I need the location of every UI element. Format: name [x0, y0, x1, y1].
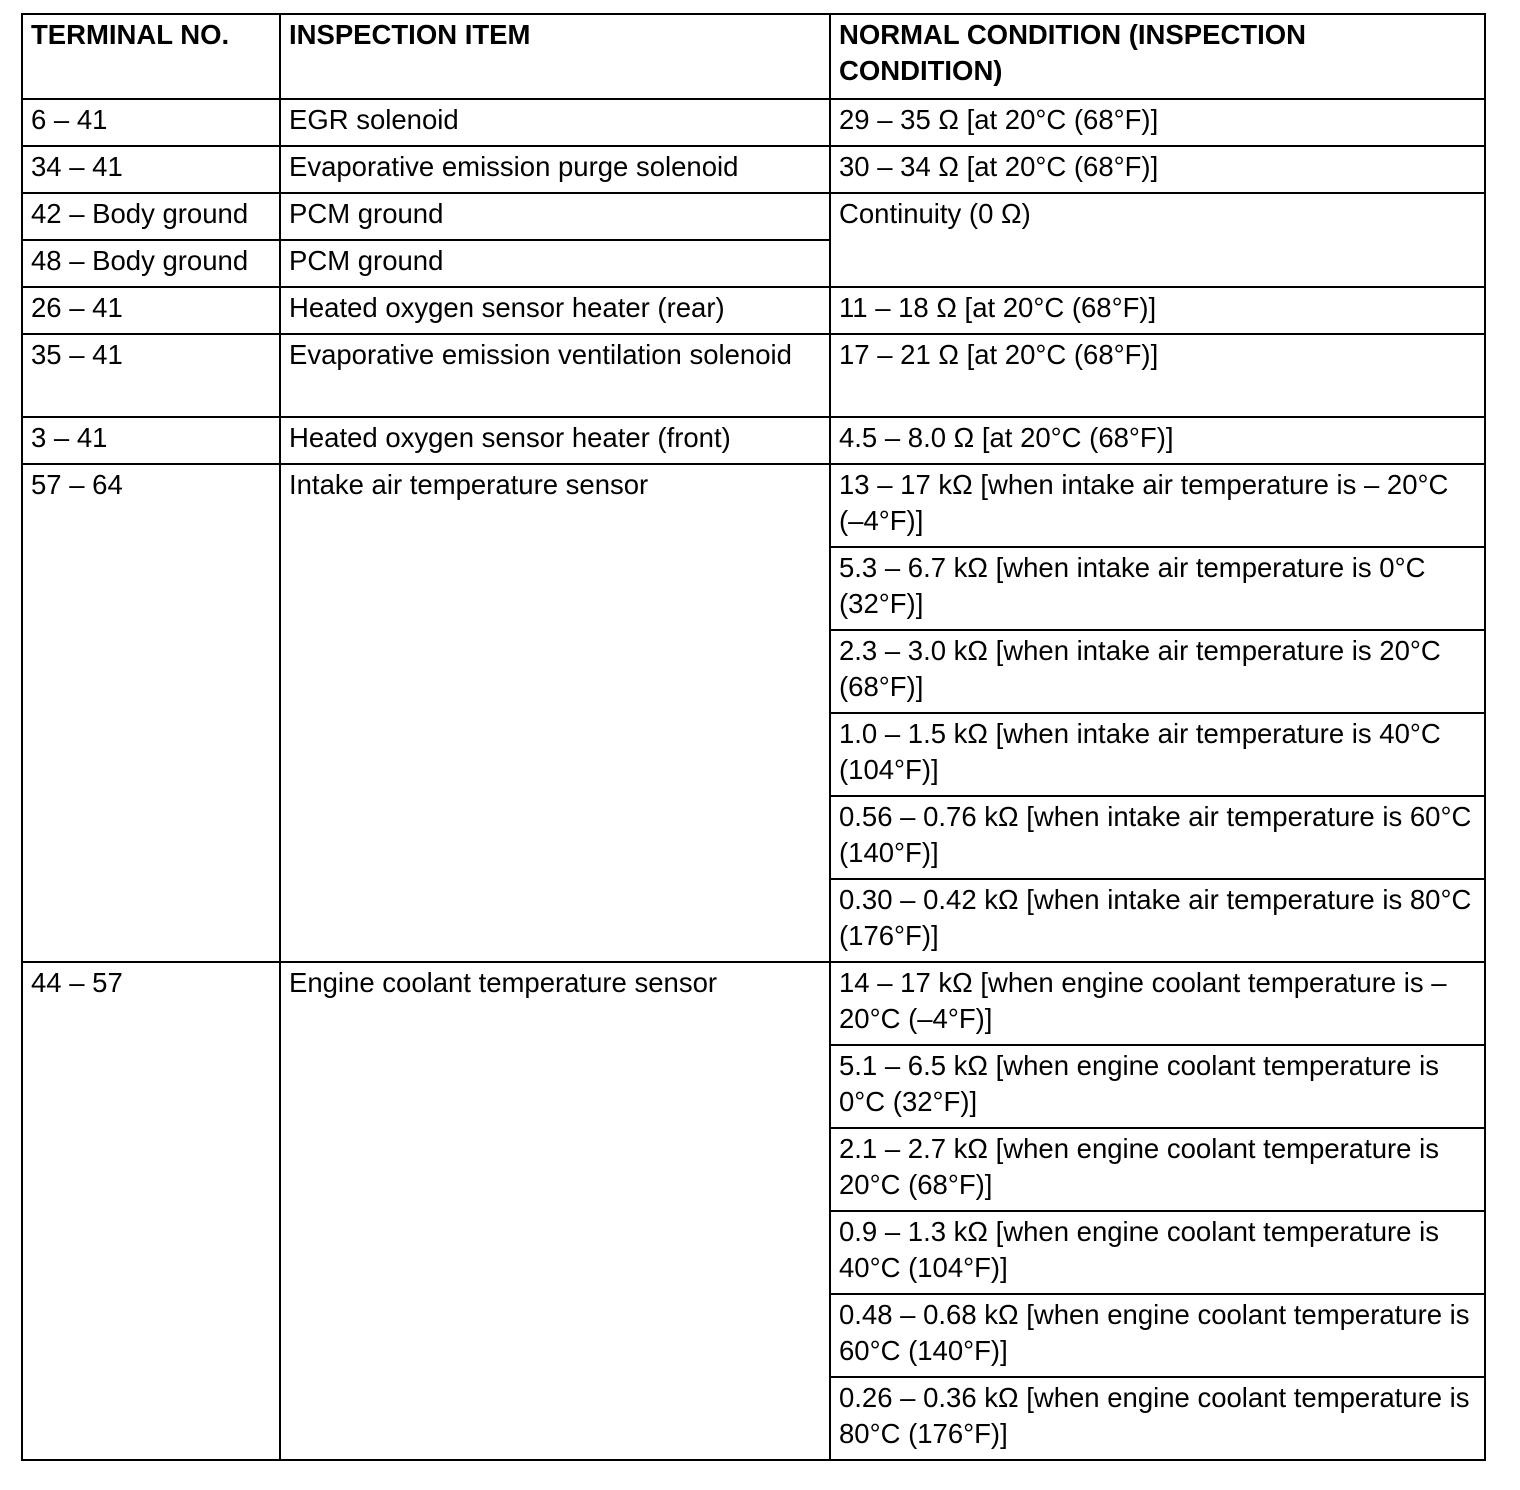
condition-cell: 17 – 21 Ω [at 20°C (68°F)] — [830, 334, 1485, 417]
header-normal-condition: NORMAL CONDITION (INSPECTION CONDITION) — [830, 14, 1485, 99]
table-row — [22, 334, 1485, 417]
table-row — [22, 99, 1485, 146]
item-cell: Heated oxygen sensor heater (rear) — [280, 287, 830, 334]
item-cell: EGR solenoid — [280, 99, 830, 146]
header-inspection-item: INSPECTION ITEM — [280, 14, 830, 99]
terminal-cell: 35 – 41 — [22, 334, 280, 417]
condition-cell: 5.1 – 6.5 kΩ [when engine coolant temperature is 0°C (32°F)] — [830, 1045, 1485, 1128]
condition-cell: 30 – 34 Ω [at 20°C (68°F)] — [830, 146, 1485, 193]
table-row — [22, 464, 1485, 547]
terminal-cell: 3 – 41 — [22, 417, 280, 464]
condition-cell: Continuity (0 Ω) — [830, 193, 1485, 287]
condition-cell: 0.48 – 0.68 kΩ [when engine coolant temperature is 60°C (140°F)] — [830, 1294, 1485, 1377]
table-row — [22, 962, 1485, 1045]
terminal-cell: 57 – 64 — [22, 464, 280, 962]
item-cell: Evaporative emission ventilation solenoid — [280, 334, 830, 417]
item-cell: Heated oxygen sensor heater (front) — [280, 417, 830, 464]
table-row — [22, 146, 1485, 193]
item-cell: Intake air temperature sensor — [280, 464, 830, 962]
table-row — [22, 417, 1485, 464]
header-terminal: TERMINAL NO. — [22, 14, 280, 99]
condition-cell: 2.3 – 3.0 kΩ [when intake air temperature is 20°C (68°F)] — [830, 630, 1485, 713]
item-cell: PCM ground — [280, 193, 830, 240]
condition-cell: 29 – 35 Ω [at 20°C (68°F)] — [830, 99, 1485, 146]
condition-cell: 4.5 – 8.0 Ω [at 20°C (68°F)] — [830, 417, 1485, 464]
item-cell: Engine coolant temperature sensor — [280, 962, 830, 1460]
condition-cell: 5.3 – 6.7 kΩ [when intake air temperature is 0°C (32°F)] — [830, 547, 1485, 630]
condition-cell: 0.26 – 0.36 kΩ [when engine coolant temperature is 80°C (176°F)] — [830, 1377, 1485, 1460]
table-row — [22, 193, 1485, 240]
condition-cell: 0.9 – 1.3 kΩ [when engine coolant temperature is 40°C (104°F)] — [830, 1211, 1485, 1294]
condition-cell: 0.30 – 0.42 kΩ [when intake air temperature is 80°C (176°F)] — [830, 879, 1485, 962]
condition-cell: 14 – 17 kΩ [when engine coolant temperature is –20°C (–4°F)] — [830, 962, 1485, 1045]
terminal-cell: 48 – Body ground — [22, 240, 280, 287]
terminal-cell: 44 – 57 — [22, 962, 280, 1460]
table-row — [22, 287, 1485, 334]
condition-cell: 11 – 18 Ω [at 20°C (68°F)] — [830, 287, 1485, 334]
terminal-cell: 26 – 41 — [22, 287, 280, 334]
terminal-cell: 42 – Body ground — [22, 193, 280, 240]
item-cell: PCM ground — [280, 240, 830, 287]
terminal-cell: 34 – 41 — [22, 146, 280, 193]
inspection-table — [21, 13, 1486, 1461]
terminal-cell: 6 – 41 — [22, 99, 280, 146]
condition-cell: 2.1 – 2.7 kΩ [when engine coolant temperature is 20°C (68°F)] — [830, 1128, 1485, 1211]
header-row — [22, 14, 1485, 99]
item-cell: Evaporative emission purge solenoid — [280, 146, 830, 193]
condition-cell: 13 – 17 kΩ [when intake air temperature is – 20°C (–4°F)] — [830, 464, 1485, 547]
condition-cell: 0.56 – 0.76 kΩ [when intake air temperature is 60°C (140°F)] — [830, 796, 1485, 879]
condition-cell: 1.0 – 1.5 kΩ [when intake air temperature is 40°C (104°F)] — [830, 713, 1485, 796]
